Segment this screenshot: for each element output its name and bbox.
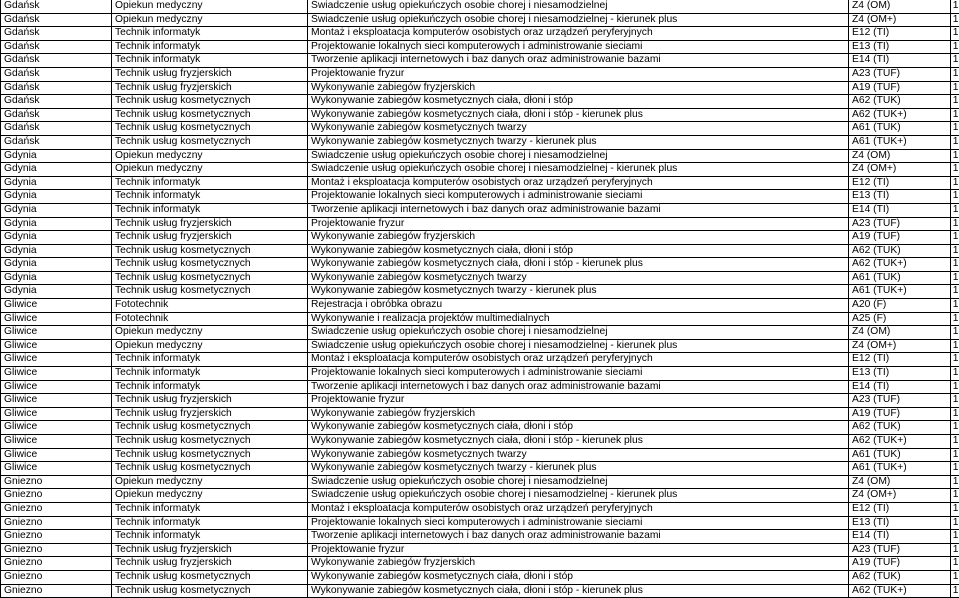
count-cell: 1 — [951, 135, 959, 149]
table-row — [1, 163, 959, 177]
qualification-cell: Montaż i eksploatacja komputerów osobistych oraz urządzeń peryferyjnych — [308, 353, 849, 367]
qualification-code-cell: E12 (TI) — [849, 27, 951, 41]
count-cell: 1 — [951, 299, 959, 313]
count-cell: 1 — [951, 367, 959, 381]
qualification-code-cell: E12 (TI) — [849, 502, 951, 516]
profession-cell: Technik informatyk — [112, 516, 308, 530]
profession-cell: Technik usług kosmetycznych — [112, 258, 308, 272]
profession-cell: Opiekun medyczny — [112, 13, 308, 27]
profession-cell: Technik informatyk — [112, 367, 308, 381]
count-cell: 1 — [951, 108, 959, 122]
table-body — [1, 0, 959, 598]
qualification-cell: Wykonywanie zabiegów kosmetycznych twarzy — [308, 122, 849, 136]
table-row — [1, 217, 959, 231]
qualification-cell: Wykonywanie i realizacja projektów multimedialnych — [308, 312, 849, 326]
profession-cell: Technik usług kosmetycznych — [112, 95, 308, 109]
count-cell: 1 — [951, 244, 959, 258]
city-cell: Gniezno — [1, 516, 112, 530]
table-row — [1, 584, 959, 598]
table-row — [1, 40, 959, 54]
city-cell: Gliwice — [1, 394, 112, 408]
qualification-cell: Tworzenie aplikacji internetowych i baz danych oraz administrowanie bazami — [308, 380, 849, 394]
city-cell: Gdańsk — [1, 135, 112, 149]
qualification-code-cell: E12 (TI) — [849, 353, 951, 367]
profession-cell: Technik informatyk — [112, 203, 308, 217]
profession-cell: Technik informatyk — [112, 380, 308, 394]
qualification-cell: Projektowanie lokalnych sieci komputerowych i administrowanie sieciami — [308, 190, 849, 204]
profession-cell: Opiekun medyczny — [112, 0, 308, 13]
qualification-cell: Projektowanie lokalnych sieci komputerowych i administrowanie sieciami — [308, 367, 849, 381]
qualification-cell: Wykonywanie zabiegów kosmetycznych ciała, dłoni i stóp - kierunek plus — [308, 258, 849, 272]
profession-cell: Technik usług fryzjerskich — [112, 407, 308, 421]
qualification-code-cell: E14 (TI) — [849, 54, 951, 68]
count-cell: 1 — [951, 13, 959, 27]
qualification-cell: Wykonywanie zabiegów fryzjerskich — [308, 557, 849, 571]
profession-cell: Opiekun medyczny — [112, 489, 308, 503]
qualification-cell: Wykonywanie zabiegów kosmetycznych twarzy - kierunek plus — [308, 135, 849, 149]
count-cell: 1 — [951, 285, 959, 299]
qualification-cell: Projektowanie lokalnych sieci komputerowych i administrowanie sieciami — [308, 516, 849, 530]
profession-cell: Technik informatyk — [112, 530, 308, 544]
qualification-code-cell: A25 (F) — [849, 312, 951, 326]
qualification-code-cell: A61 (TUK) — [849, 122, 951, 136]
count-cell: 1 — [951, 462, 959, 476]
count-cell: 1 — [951, 394, 959, 408]
qualification-cell: Wykonywanie zabiegów fryzjerskich — [308, 231, 849, 245]
table-row — [1, 244, 959, 258]
city-cell: Gdynia — [1, 244, 112, 258]
count-cell: 1 — [951, 543, 959, 557]
qualification-code-cell: Z4 (OM+) — [849, 13, 951, 27]
profession-cell: Technik usług kosmetycznych — [112, 462, 308, 476]
qualification-cell: Świadczenie usług opiekuńczych osobie chorej i niesamodzielnej - kierunek plus — [308, 489, 849, 503]
profession-cell: Technik usług kosmetycznych — [112, 108, 308, 122]
city-cell: Gdynia — [1, 285, 112, 299]
count-cell: 1 — [951, 407, 959, 421]
qualification-cell: Projektowanie fryzur — [308, 217, 849, 231]
qualification-code-cell: Z4 (OM+) — [849, 339, 951, 353]
city-cell: Gniezno — [1, 475, 112, 489]
profession-cell: Fototechnik — [112, 299, 308, 313]
count-cell: 1 — [951, 312, 959, 326]
qualification-cell: Wykonywanie zabiegów kosmetycznych ciała, dłoni i stóp - kierunek plus — [308, 435, 849, 449]
qualification-cell: Wykonywanie zabiegów kosmetycznych ciała, dłoni i stóp — [308, 570, 849, 584]
qualification-cell: Tworzenie aplikacji internetowych i baz danych oraz administrowanie bazami — [308, 203, 849, 217]
qualification-code-cell: Z4 (OM) — [849, 326, 951, 340]
profession-cell: Fototechnik — [112, 312, 308, 326]
table-row — [1, 67, 959, 81]
profession-cell: Technik usług fryzjerskich — [112, 394, 308, 408]
qualification-cell: Świadczenie usług opiekuńczych osobie chorej i niesamodzielnej - kierunek plus — [308, 13, 849, 27]
qualification-code-cell: A62 (TUK) — [849, 244, 951, 258]
count-cell: 1 — [951, 475, 959, 489]
city-cell: Gdańsk — [1, 81, 112, 95]
profession-cell: Technik usług kosmetycznych — [112, 285, 308, 299]
qualification-cell: Świadczenie usług opiekuńczych osobie chorej i niesamodzielnej — [308, 149, 849, 163]
count-cell: 1 — [951, 40, 959, 54]
qualification-code-cell: Z4 (OM) — [849, 475, 951, 489]
qualification-cell: Wykonywanie zabiegów kosmetycznych ciała, dłoni i stóp - kierunek plus — [308, 584, 849, 598]
table-row — [1, 475, 959, 489]
table-row — [1, 81, 959, 95]
city-cell: Gniezno — [1, 584, 112, 598]
count-cell: 1 — [951, 163, 959, 177]
profession-cell: Technik usług kosmetycznych — [112, 122, 308, 136]
qualification-code-cell: A62 (TUK+) — [849, 584, 951, 598]
qualification-code-cell: E13 (TI) — [849, 40, 951, 54]
city-cell: Gdańsk — [1, 95, 112, 109]
table-row — [1, 530, 959, 544]
city-cell: Gdańsk — [1, 67, 112, 81]
qualification-code-cell: E13 (TI) — [849, 516, 951, 530]
table-row — [1, 326, 959, 340]
table-row — [1, 435, 959, 449]
qualification-cell: Projektowanie fryzur — [308, 543, 849, 557]
city-cell: Gliwice — [1, 462, 112, 476]
qualification-code-cell: A62 (TUK+) — [849, 108, 951, 122]
qualification-code-cell: A61 (TUK+) — [849, 462, 951, 476]
city-cell: Gdynia — [1, 258, 112, 272]
profession-cell: Technik informatyk — [112, 54, 308, 68]
table-row — [1, 312, 959, 326]
qualification-cell: Wykonywanie zabiegów kosmetycznych ciała, dłoni i stóp — [308, 244, 849, 258]
table-row — [1, 176, 959, 190]
table-row — [1, 27, 959, 41]
count-cell: 1 — [951, 502, 959, 516]
profession-cell: Technik usług fryzjerskich — [112, 81, 308, 95]
qualification-cell: Wykonywanie zabiegów kosmetycznych twarzy — [308, 271, 849, 285]
qualification-cell: Świadczenie usług opiekuńczych osobie chorej i niesamodzielnej — [308, 0, 849, 13]
table-row — [1, 190, 959, 204]
qualification-code-cell: E14 (TI) — [849, 530, 951, 544]
qualification-cell: Wykonywanie zabiegów kosmetycznych twarzy - kierunek plus — [308, 285, 849, 299]
city-cell: Gdynia — [1, 176, 112, 190]
city-cell: Gdynia — [1, 271, 112, 285]
qualification-cell: Wykonywanie zabiegów kosmetycznych ciała, dłoni i stóp — [308, 95, 849, 109]
qualification-cell: Świadczenie usług opiekuńczych osobie chorej i niesamodzielnej — [308, 475, 849, 489]
qualification-cell: Wykonywanie zabiegów kosmetycznych ciała, dłoni i stóp - kierunek plus — [308, 108, 849, 122]
table-row — [1, 149, 959, 163]
qualification-cell: Wykonywanie zabiegów kosmetycznych twarzy - kierunek plus — [308, 462, 849, 476]
profession-cell: Technik usług kosmetycznych — [112, 435, 308, 449]
city-cell: Gniezno — [1, 530, 112, 544]
profession-cell: Technik informatyk — [112, 190, 308, 204]
table-row — [1, 258, 959, 272]
profession-cell: Opiekun medyczny — [112, 339, 308, 353]
qualification-code-cell: A61 (TUK) — [849, 271, 951, 285]
table-row — [1, 421, 959, 435]
table-row — [1, 367, 959, 381]
count-cell: 1 — [951, 203, 959, 217]
count-cell: 1 — [951, 326, 959, 340]
table-row — [1, 108, 959, 122]
table-row — [1, 135, 959, 149]
profession-cell: Technik informatyk — [112, 176, 308, 190]
count-cell: 1 — [951, 380, 959, 394]
table-row — [1, 339, 959, 353]
qualification-code-cell: A62 (TUK) — [849, 95, 951, 109]
profession-cell: Technik usług fryzjerskich — [112, 217, 308, 231]
qualification-cell: Montaż i eksploatacja komputerów osobistych oraz urządzeń peryferyjnych — [308, 176, 849, 190]
count-cell: 1 — [951, 489, 959, 503]
city-cell: Gdynia — [1, 217, 112, 231]
qualification-cell: Tworzenie aplikacji internetowych i baz danych oraz administrowanie bazami — [308, 54, 849, 68]
city-cell: Gliwice — [1, 421, 112, 435]
count-cell: 1 — [951, 557, 959, 571]
qualification-code-cell: A61 (TUK+) — [849, 135, 951, 149]
qualification-cell: Projektowanie lokalnych sieci komputerowych i administrowanie sieciami — [308, 40, 849, 54]
count-cell: 1 — [951, 435, 959, 449]
count-cell: 1 — [951, 231, 959, 245]
city-cell: Gdańsk — [1, 108, 112, 122]
city-cell: Gniezno — [1, 489, 112, 503]
count-cell: 1 — [951, 95, 959, 109]
city-cell: Gniezno — [1, 557, 112, 571]
qualification-cell: Wykonywanie zabiegów kosmetycznych ciała, dłoni i stóp — [308, 421, 849, 435]
count-cell: 1 — [951, 516, 959, 530]
table-row — [1, 231, 959, 245]
city-cell: Gliwice — [1, 339, 112, 353]
profession-cell: Opiekun medyczny — [112, 326, 308, 340]
city-cell: Gliwice — [1, 312, 112, 326]
profession-cell: Technik usług fryzjerskich — [112, 67, 308, 81]
city-cell: Gdynia — [1, 149, 112, 163]
table-row — [1, 380, 959, 394]
table-row — [1, 353, 959, 367]
table-row — [1, 462, 959, 476]
profession-cell: Technik informatyk — [112, 502, 308, 516]
city-cell: Gdańsk — [1, 122, 112, 136]
table-row — [1, 54, 959, 68]
qualification-cell: Wykonywanie zabiegów fryzjerskich — [308, 81, 849, 95]
qualification-cell: Wykonywanie zabiegów kosmetycznych twarzy — [308, 448, 849, 462]
qualification-code-cell: A23 (TUF) — [849, 67, 951, 81]
city-cell: Gdańsk — [1, 0, 112, 13]
qualification-code-cell: E13 (TI) — [849, 367, 951, 381]
qualification-code-cell: E12 (TI) — [849, 176, 951, 190]
qualification-code-cell: A62 (TUK) — [849, 421, 951, 435]
table-row — [1, 285, 959, 299]
city-cell: Gliwice — [1, 299, 112, 313]
table-row — [1, 299, 959, 313]
count-cell: 1 — [951, 0, 959, 13]
profession-cell: Technik usług fryzjerskich — [112, 543, 308, 557]
city-cell: Gdynia — [1, 203, 112, 217]
qualification-cell: Świadczenie usług opiekuńczych osobie chorej i niesamodzielnej — [308, 326, 849, 340]
qualification-code-cell: Z4 (OM) — [849, 149, 951, 163]
city-cell: Gliwice — [1, 367, 112, 381]
qualification-code-cell: A19 (TUF) — [849, 231, 951, 245]
qualification-cell: Montaż i eksploatacja komputerów osobistych oraz urządzeń peryferyjnych — [308, 27, 849, 41]
count-cell: 1 — [951, 176, 959, 190]
table-row — [1, 557, 959, 571]
table-row — [1, 489, 959, 503]
count-cell: 1 — [951, 122, 959, 136]
qualification-code-cell: A19 (TUF) — [849, 557, 951, 571]
city-cell: Gdynia — [1, 163, 112, 177]
qualification-code-cell: E13 (TI) — [849, 190, 951, 204]
profession-cell: Opiekun medyczny — [112, 475, 308, 489]
qualification-cell: Świadczenie usług opiekuńczych osobie chorej i niesamodzielnej - kierunek plus — [308, 163, 849, 177]
qualification-code-cell: A61 (TUK+) — [849, 285, 951, 299]
qualification-code-cell: E14 (TI) — [849, 203, 951, 217]
qualification-code-cell: A62 (TUK+) — [849, 435, 951, 449]
qualification-cell: Projektowanie fryzur — [308, 67, 849, 81]
table-row — [1, 0, 959, 13]
table-row — [1, 448, 959, 462]
count-cell: 1 — [951, 339, 959, 353]
table-row — [1, 394, 959, 408]
profession-cell: Technik usług kosmetycznych — [112, 570, 308, 584]
city-cell: Gdańsk — [1, 40, 112, 54]
table-row — [1, 271, 959, 285]
table-row — [1, 502, 959, 516]
qualification-code-cell: A62 (TUK+) — [849, 258, 951, 272]
profession-cell: Technik informatyk — [112, 27, 308, 41]
qualification-code-cell: Z4 (OM+) — [849, 489, 951, 503]
qualification-cell: Tworzenie aplikacji internetowych i baz danych oraz administrowanie bazami — [308, 530, 849, 544]
profession-cell: Opiekun medyczny — [112, 163, 308, 177]
city-cell: Gdańsk — [1, 13, 112, 27]
profession-cell: Technik usług kosmetycznych — [112, 271, 308, 285]
city-cell: Gliwice — [1, 353, 112, 367]
qualification-code-cell: A20 (F) — [849, 299, 951, 313]
table-row — [1, 95, 959, 109]
qualification-code-cell: A19 (TUF) — [849, 81, 951, 95]
count-cell: 1 — [951, 421, 959, 435]
profession-cell: Technik usług kosmetycznych — [112, 584, 308, 598]
count-cell: 1 — [951, 190, 959, 204]
table-row — [1, 122, 959, 136]
count-cell: 1 — [951, 217, 959, 231]
profession-cell: Technik informatyk — [112, 40, 308, 54]
city-cell: Gliwice — [1, 407, 112, 421]
count-cell: 1 — [951, 54, 959, 68]
count-cell: 1 — [951, 258, 959, 272]
count-cell: 1 — [951, 448, 959, 462]
city-cell: Gniezno — [1, 543, 112, 557]
qualification-code-cell: Z4 (OM) — [849, 0, 951, 13]
table-row — [1, 13, 959, 27]
profession-cell: Technik usług kosmetycznych — [112, 244, 308, 258]
profession-cell: Technik usług kosmetycznych — [112, 135, 308, 149]
count-cell: 1 — [951, 353, 959, 367]
profession-cell: Technik informatyk — [112, 353, 308, 367]
city-cell: Gdynia — [1, 190, 112, 204]
count-cell: 1 — [951, 27, 959, 41]
profession-cell: Technik usług kosmetycznych — [112, 448, 308, 462]
qualification-cell: Świadczenie usług opiekuńczych osobie chorej i niesamodzielnej - kierunek plus — [308, 339, 849, 353]
count-cell: 1 — [951, 570, 959, 584]
city-cell: Gliwice — [1, 435, 112, 449]
count-cell: 1 — [951, 530, 959, 544]
city-cell: Gliwice — [1, 448, 112, 462]
qualification-code-cell: A62 (TUK) — [849, 570, 951, 584]
table-row — [1, 543, 959, 557]
profession-cell: Technik usług kosmetycznych — [112, 421, 308, 435]
qualification-code-cell: A19 (TUF) — [849, 407, 951, 421]
qualification-code-cell: A23 (TUF) — [849, 543, 951, 557]
qualification-cell: Projektowanie fryzur — [308, 394, 849, 408]
qualification-code-cell: E14 (TI) — [849, 380, 951, 394]
qualification-cell: Montaż i eksploatacja komputerów osobistych oraz urządzeń peryferyjnych — [308, 502, 849, 516]
table-row — [1, 203, 959, 217]
qualification-code-cell: A61 (TUK) — [849, 448, 951, 462]
count-cell: 1 — [951, 271, 959, 285]
profession-cell: Technik usług fryzjerskich — [112, 231, 308, 245]
city-cell: Gdynia — [1, 231, 112, 245]
qualification-code-cell: A23 (TUF) — [849, 394, 951, 408]
city-cell: Gniezno — [1, 502, 112, 516]
city-cell: Gliwice — [1, 326, 112, 340]
city-cell: Gdańsk — [1, 27, 112, 41]
profession-cell: Technik usług fryzjerskich — [112, 557, 308, 571]
city-cell: Gniezno — [1, 570, 112, 584]
city-cell: Gdańsk — [1, 54, 112, 68]
qualification-cell: Wykonywanie zabiegów fryzjerskich — [308, 407, 849, 421]
count-cell: 1 — [951, 67, 959, 81]
qualification-cell: Rejestracja i obróbka obrazu — [308, 299, 849, 313]
city-cell: Gliwice — [1, 380, 112, 394]
table-row — [1, 407, 959, 421]
qualification-code-cell: Z4 (OM+) — [849, 163, 951, 177]
qualification-code-cell: A23 (TUF) — [849, 217, 951, 231]
table-row — [1, 516, 959, 530]
count-cell: 1 — [951, 81, 959, 95]
table-row — [1, 570, 959, 584]
count-cell: 1 — [951, 149, 959, 163]
count-cell: 1 — [951, 584, 959, 598]
profession-cell: Opiekun medyczny — [112, 149, 308, 163]
